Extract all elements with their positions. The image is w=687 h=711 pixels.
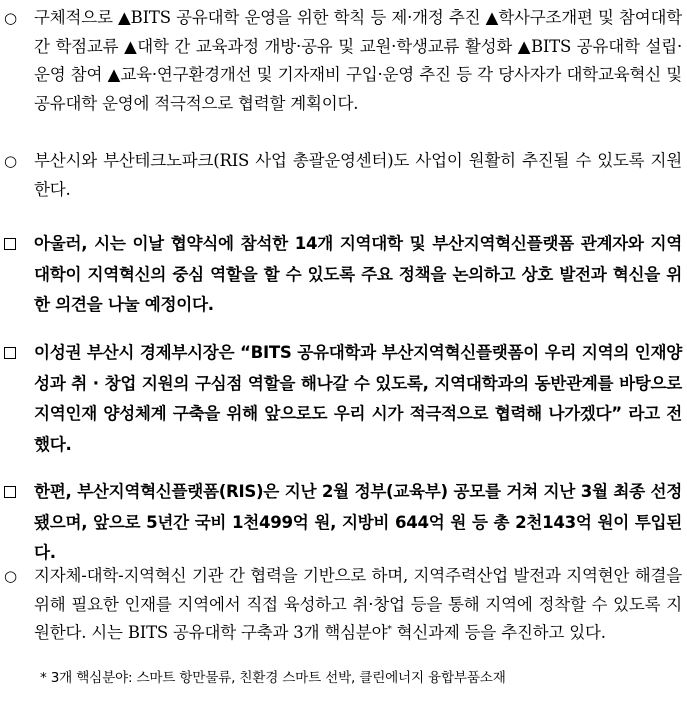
paragraph-6-tail: 혁신과제 등을 추진하고 있다. xyxy=(391,623,606,643)
footnote: * 3개 핵심분야: 스마트 항만물류, 친환경 스마트 선박, 클린에너지 융합부품소재 xyxy=(40,670,506,686)
paragraph-5 xyxy=(4,477,682,569)
paragraph-2-text: 부산시와 부산테크노파크(RIS 사업 총괄운영센터)도 사업이 원활히 추진될 수 있도록 지원한다. xyxy=(34,151,682,199)
circle-bullet: ○ xyxy=(4,9,17,27)
circle-bullet: ○ xyxy=(4,152,17,170)
paragraph-3 xyxy=(4,229,682,321)
paragraph-6-main: 지자체-대학-지역혁신 기관 간 협력을 기반으로 하며, 지역주력산업 발전과 지역현안 해결을 위해 필요한 인재를 지역에서 직접 육성하고 취·창업 등을 통해 지역에 정착할 수 있도록 지원한다. 시는 BITS 공유대학 구축과 3개 핵심분야 xyxy=(34,566,682,643)
square-bullet xyxy=(4,229,30,261)
circle-bullet: ○ xyxy=(4,567,17,585)
paragraph-6 xyxy=(4,562,682,648)
square-bullet xyxy=(4,477,30,509)
paragraph-2 xyxy=(4,147,682,204)
paragraph-4-text: 이성권 부산시 경제부시장은 “BITS 공유대학과 부산지역혁신플랫폼이 우리 지역의 인재양성과 취 · 창업 지원의 구심점 역할을 해나갈 수 있도록, 지역대학과의 동반관계를 바탕으로 지역인재 양성체계 구축을 위해 앞으로도 우리 시가 적극적으로 협력해 나가겠다” 라고 전했다. xyxy=(34,343,682,454)
square-bullet xyxy=(4,338,30,370)
paragraph-5-text: 한편, 부산지역혁신플랫폼(RIS)은 지난 2월 정부(교육부) 공모를 거쳐 지난 3월 최종 선정됐으며, 앞으로 5년간 국비 1천499억 원, 지방비 644억 원 등 총 2천143억 원이 투입된다. xyxy=(34,482,682,562)
paragraph-6-text xyxy=(34,562,682,648)
paragraph-3-text: 아울러, 시는 이날 협약식에 참석한 14개 지역대학 및 부산지역혁신플랫폼 관계자와 지역대학이 지역혁신의 중심 역할을 할 수 있도록 주요 정책을 논의하고 상호 발전과 혁신을 위한 의견을 나눌 예정이다. xyxy=(34,234,682,314)
paragraph-4 xyxy=(4,338,682,460)
paragraph-1-text: 구체적으로 ▲BITS 공유대학 운영을 위한 학칙 등 제·개정 추진 ▲학사구조개편 및 참여대학 간 학점교류 ▲대학 간 교육과정 개방·공유 및 교원·학생교류 활성화 ▲BITS 공유대학 설립·운영 참여 ▲교육·연구환경개선 및 기자재비 구입·운영 추진 등 각 당사자가 대학교육혁신 및 공유대학 운영에 적극적으로 협력할 계획이다. xyxy=(34,8,682,113)
footnote-marker: * xyxy=(387,625,392,636)
paragraph-1 xyxy=(4,4,682,118)
